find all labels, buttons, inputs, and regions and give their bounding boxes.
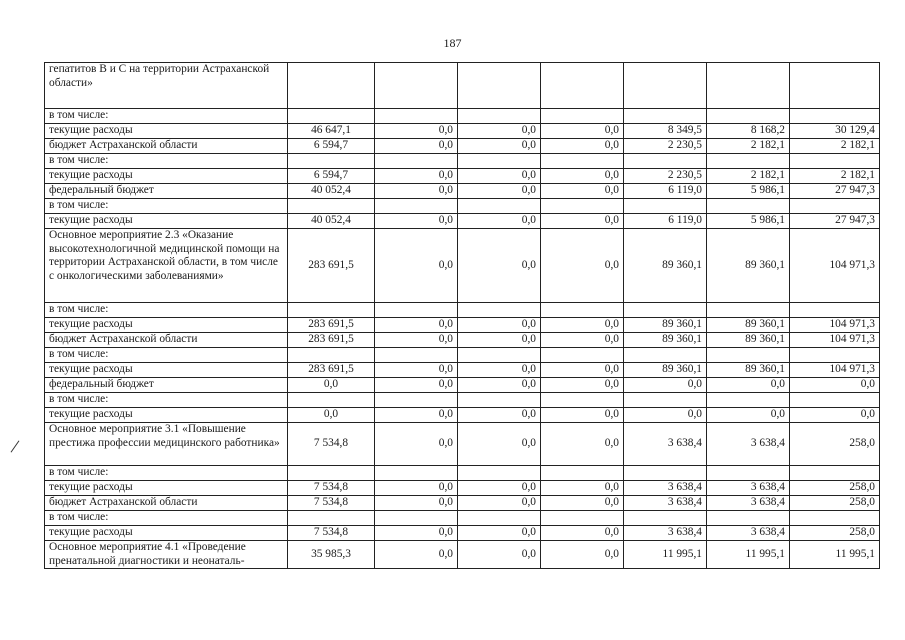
value-cell: 0,0	[541, 423, 624, 466]
value-cell	[288, 199, 375, 214]
value-cell: 3 638,4	[707, 496, 790, 511]
value-cell: 3 638,4	[624, 526, 707, 541]
value-cell	[707, 348, 790, 363]
value-cell: 5 986,1	[707, 184, 790, 199]
value-cell: 0,0	[375, 541, 458, 569]
value-cell: 7 534,8	[288, 526, 375, 541]
value-cell: 0,0	[375, 169, 458, 184]
value-cell: 0,0	[541, 333, 624, 348]
value-cell: 0,0	[375, 318, 458, 333]
value-cell	[541, 303, 624, 318]
value-cell: 89 360,1	[707, 318, 790, 333]
row-label: текущие расходы	[45, 526, 288, 541]
row-label: в том числе:	[45, 154, 288, 169]
value-cell	[541, 511, 624, 526]
value-cell	[624, 466, 707, 481]
value-cell: 0,0	[790, 378, 880, 393]
value-cell	[624, 154, 707, 169]
value-cell	[288, 63, 375, 109]
value-cell: 0,0	[541, 169, 624, 184]
value-cell	[541, 466, 624, 481]
value-cell: 3 638,4	[707, 481, 790, 496]
value-cell: 258,0	[790, 423, 880, 466]
value-cell: 11 995,1	[707, 541, 790, 569]
value-cell: 0,0	[541, 481, 624, 496]
value-cell: 3 638,4	[624, 423, 707, 466]
value-cell: 104 971,3	[790, 363, 880, 378]
value-cell: 89 360,1	[624, 229, 707, 303]
value-cell: 0,0	[541, 363, 624, 378]
value-cell: 0,0	[541, 541, 624, 569]
table-row	[45, 511, 880, 526]
value-cell: 0,0	[458, 124, 541, 139]
page-number: 187	[443, 36, 462, 50]
value-cell: 27 947,3	[790, 184, 880, 199]
value-cell	[458, 199, 541, 214]
value-cell: 283 691,5	[288, 363, 375, 378]
value-cell	[624, 303, 707, 318]
value-cell: 0,0	[458, 214, 541, 229]
row-label: в том числе:	[45, 199, 288, 214]
value-cell: 35 985,3	[288, 541, 375, 569]
value-cell: 0,0	[375, 378, 458, 393]
value-cell	[458, 63, 541, 109]
table-row	[45, 199, 880, 214]
row-label: бюджет Астраханской области	[45, 333, 288, 348]
value-cell: 0,0	[375, 481, 458, 496]
value-cell	[458, 348, 541, 363]
value-cell	[288, 154, 375, 169]
value-cell	[624, 511, 707, 526]
budget-table	[44, 62, 880, 569]
value-cell: 89 360,1	[707, 363, 790, 378]
value-cell	[375, 348, 458, 363]
value-cell: 0,0	[375, 333, 458, 348]
table-row	[45, 423, 880, 466]
row-label: текущие расходы	[45, 408, 288, 423]
value-cell	[707, 393, 790, 408]
value-cell: 0,0	[458, 139, 541, 154]
value-cell: 5 986,1	[707, 214, 790, 229]
value-cell: 6 119,0	[624, 214, 707, 229]
value-cell	[624, 199, 707, 214]
value-cell	[624, 348, 707, 363]
value-cell: 0,0	[624, 378, 707, 393]
value-cell	[541, 393, 624, 408]
value-cell: 7 534,8	[288, 423, 375, 466]
value-cell: 0,0	[375, 184, 458, 199]
row-label: текущие расходы	[45, 481, 288, 496]
value-cell	[541, 348, 624, 363]
row-label: текущие расходы	[45, 124, 288, 139]
value-cell: 2 182,1	[790, 139, 880, 154]
row-label: в том числе:	[45, 466, 288, 481]
row-label: текущие расходы	[45, 214, 288, 229]
value-cell: 0,0	[458, 378, 541, 393]
value-cell: 0,0	[375, 408, 458, 423]
value-cell: 104 971,3	[790, 229, 880, 303]
value-cell: 6 119,0	[624, 184, 707, 199]
value-cell: 2 182,1	[790, 169, 880, 184]
value-cell: 11 995,1	[790, 541, 880, 569]
value-cell	[458, 466, 541, 481]
value-cell	[541, 199, 624, 214]
value-cell: 30 129,4	[790, 124, 880, 139]
value-cell: 2 182,1	[707, 139, 790, 154]
value-cell: 0,0	[458, 481, 541, 496]
value-cell: 89 360,1	[707, 333, 790, 348]
value-cell: 0,0	[458, 541, 541, 569]
table-row	[45, 363, 880, 378]
row-label: в том числе:	[45, 348, 288, 363]
table-row	[45, 393, 880, 408]
value-cell: 0,0	[458, 408, 541, 423]
row-label: в том числе:	[45, 303, 288, 318]
value-cell: 7 534,8	[288, 496, 375, 511]
value-cell: 0,0	[541, 214, 624, 229]
value-cell: 3 638,4	[707, 526, 790, 541]
value-cell	[541, 63, 624, 109]
value-cell	[624, 393, 707, 408]
value-cell: 6 594,7	[288, 139, 375, 154]
value-cell: 0,0	[458, 318, 541, 333]
value-cell: 89 360,1	[624, 363, 707, 378]
value-cell	[790, 466, 880, 481]
value-cell	[790, 511, 880, 526]
value-cell: 0,0	[541, 408, 624, 423]
value-cell: 0,0	[707, 378, 790, 393]
value-cell	[288, 466, 375, 481]
value-cell	[707, 511, 790, 526]
value-cell	[790, 154, 880, 169]
value-cell: 0,0	[458, 526, 541, 541]
value-cell: 0,0	[458, 423, 541, 466]
row-label: текущие расходы	[45, 318, 288, 333]
value-cell	[288, 348, 375, 363]
value-cell: 104 971,3	[790, 318, 880, 333]
value-cell: 11 995,1	[624, 541, 707, 569]
table-row	[45, 63, 880, 109]
value-cell: 0,0	[375, 363, 458, 378]
value-cell	[375, 393, 458, 408]
value-cell	[375, 63, 458, 109]
table-row	[45, 109, 880, 124]
value-cell: 0,0	[458, 496, 541, 511]
value-cell	[288, 109, 375, 124]
value-cell: 8 349,5	[624, 124, 707, 139]
row-label: Основное мероприятие 3.1 «Повышение престижа профессии медицинского работника»	[45, 423, 288, 466]
value-cell: 0,0	[458, 229, 541, 303]
value-cell	[707, 303, 790, 318]
value-cell	[458, 109, 541, 124]
row-label: бюджет Астраханской области	[45, 496, 288, 511]
value-cell: 0,0	[541, 229, 624, 303]
value-cell	[790, 63, 880, 109]
table-row	[45, 541, 880, 569]
value-cell: 0,0	[541, 124, 624, 139]
value-cell	[790, 199, 880, 214]
value-cell	[458, 511, 541, 526]
value-cell: 3 638,4	[707, 423, 790, 466]
value-cell	[707, 466, 790, 481]
table-row	[45, 408, 880, 423]
value-cell: 0,0	[375, 124, 458, 139]
value-cell: 0,0	[458, 169, 541, 184]
value-cell	[458, 303, 541, 318]
row-label: федеральный бюджет	[45, 378, 288, 393]
row-label: федеральный бюджет	[45, 184, 288, 199]
value-cell: 0,0	[375, 214, 458, 229]
table-row	[45, 154, 880, 169]
value-cell	[707, 199, 790, 214]
value-cell: 27 947,3	[790, 214, 880, 229]
row-label: в том числе:	[45, 109, 288, 124]
value-cell	[624, 109, 707, 124]
value-cell: 104 971,3	[790, 333, 880, 348]
value-cell: 0,0	[707, 408, 790, 423]
table-row	[45, 333, 880, 348]
value-cell: 89 360,1	[707, 229, 790, 303]
value-cell: 0,0	[541, 184, 624, 199]
table-row	[45, 169, 880, 184]
table-row	[45, 214, 880, 229]
value-cell: 7 534,8	[288, 481, 375, 496]
table-row	[45, 229, 880, 303]
value-cell	[541, 109, 624, 124]
value-cell: 40 052,4	[288, 214, 375, 229]
row-label: Основное мероприятие 4.1 «Проведение пренатальной диагностики и неонаталь-	[45, 541, 288, 569]
table-row	[45, 466, 880, 481]
row-label: текущие расходы	[45, 363, 288, 378]
row-label: в том числе:	[45, 393, 288, 408]
value-cell	[288, 511, 375, 526]
value-cell: 40 052,4	[288, 184, 375, 199]
value-cell	[790, 109, 880, 124]
value-cell: 3 638,4	[624, 481, 707, 496]
table-row	[45, 303, 880, 318]
value-cell	[790, 393, 880, 408]
value-cell: 283 691,5	[288, 229, 375, 303]
value-cell: 0,0	[375, 139, 458, 154]
table-row	[45, 378, 880, 393]
value-cell	[458, 393, 541, 408]
value-cell	[288, 303, 375, 318]
row-label: Основное мероприятие 2.3 «Оказание высокотехнологичной медицинской помощи на территории Астраханской области, в том числе с онкологическими заболеваниями»	[45, 229, 288, 303]
value-cell: 3 638,4	[624, 496, 707, 511]
value-cell	[541, 154, 624, 169]
row-label: бюджет Астраханской области	[45, 139, 288, 154]
value-cell	[288, 393, 375, 408]
value-cell: 0,0	[541, 139, 624, 154]
value-cell: 89 360,1	[624, 318, 707, 333]
value-cell	[624, 63, 707, 109]
value-cell: 0,0	[458, 333, 541, 348]
table-row	[45, 526, 880, 541]
value-cell	[375, 303, 458, 318]
value-cell: 0,0	[541, 378, 624, 393]
value-cell	[375, 511, 458, 526]
value-cell: 283 691,5	[288, 318, 375, 333]
table-row	[45, 318, 880, 333]
value-cell: 0,0	[375, 496, 458, 511]
value-cell: 0,0	[541, 526, 624, 541]
pen-mark	[11, 440, 20, 452]
value-cell: 6 594,7	[288, 169, 375, 184]
row-label: в том числе:	[45, 511, 288, 526]
value-cell	[375, 154, 458, 169]
value-cell	[375, 199, 458, 214]
value-cell	[790, 348, 880, 363]
table-row	[45, 348, 880, 363]
value-cell: 0,0	[375, 423, 458, 466]
table-row	[45, 124, 880, 139]
value-cell	[458, 154, 541, 169]
value-cell: 0,0	[624, 408, 707, 423]
value-cell: 0,0	[541, 496, 624, 511]
value-cell: 89 360,1	[624, 333, 707, 348]
value-cell: 0,0	[790, 408, 880, 423]
value-cell	[375, 109, 458, 124]
value-cell	[707, 63, 790, 109]
value-cell: 283 691,5	[288, 333, 375, 348]
value-cell: 0,0	[458, 363, 541, 378]
value-cell	[375, 466, 458, 481]
table-row	[45, 184, 880, 199]
value-cell: 46 647,1	[288, 124, 375, 139]
row-label: текущие расходы	[45, 169, 288, 184]
row-label: гепатитов В и С на территории Астраханской области»	[45, 63, 288, 109]
value-cell: 2 230,5	[624, 139, 707, 154]
value-cell: 0,0	[458, 184, 541, 199]
value-cell: 0,0	[541, 318, 624, 333]
table-body	[45, 63, 880, 569]
value-cell: 258,0	[790, 481, 880, 496]
value-cell: 2 230,5	[624, 169, 707, 184]
value-cell: 258,0	[790, 526, 880, 541]
value-cell: 0,0	[375, 526, 458, 541]
value-cell: 258,0	[790, 496, 880, 511]
value-cell: 8 168,2	[707, 124, 790, 139]
value-cell: 0,0	[288, 378, 375, 393]
value-cell	[707, 109, 790, 124]
value-cell: 0,0	[375, 229, 458, 303]
table-row	[45, 496, 880, 511]
value-cell: 2 182,1	[707, 169, 790, 184]
table-row	[45, 481, 880, 496]
table-row	[45, 139, 880, 154]
value-cell	[707, 154, 790, 169]
value-cell	[790, 303, 880, 318]
value-cell: 0,0	[288, 408, 375, 423]
